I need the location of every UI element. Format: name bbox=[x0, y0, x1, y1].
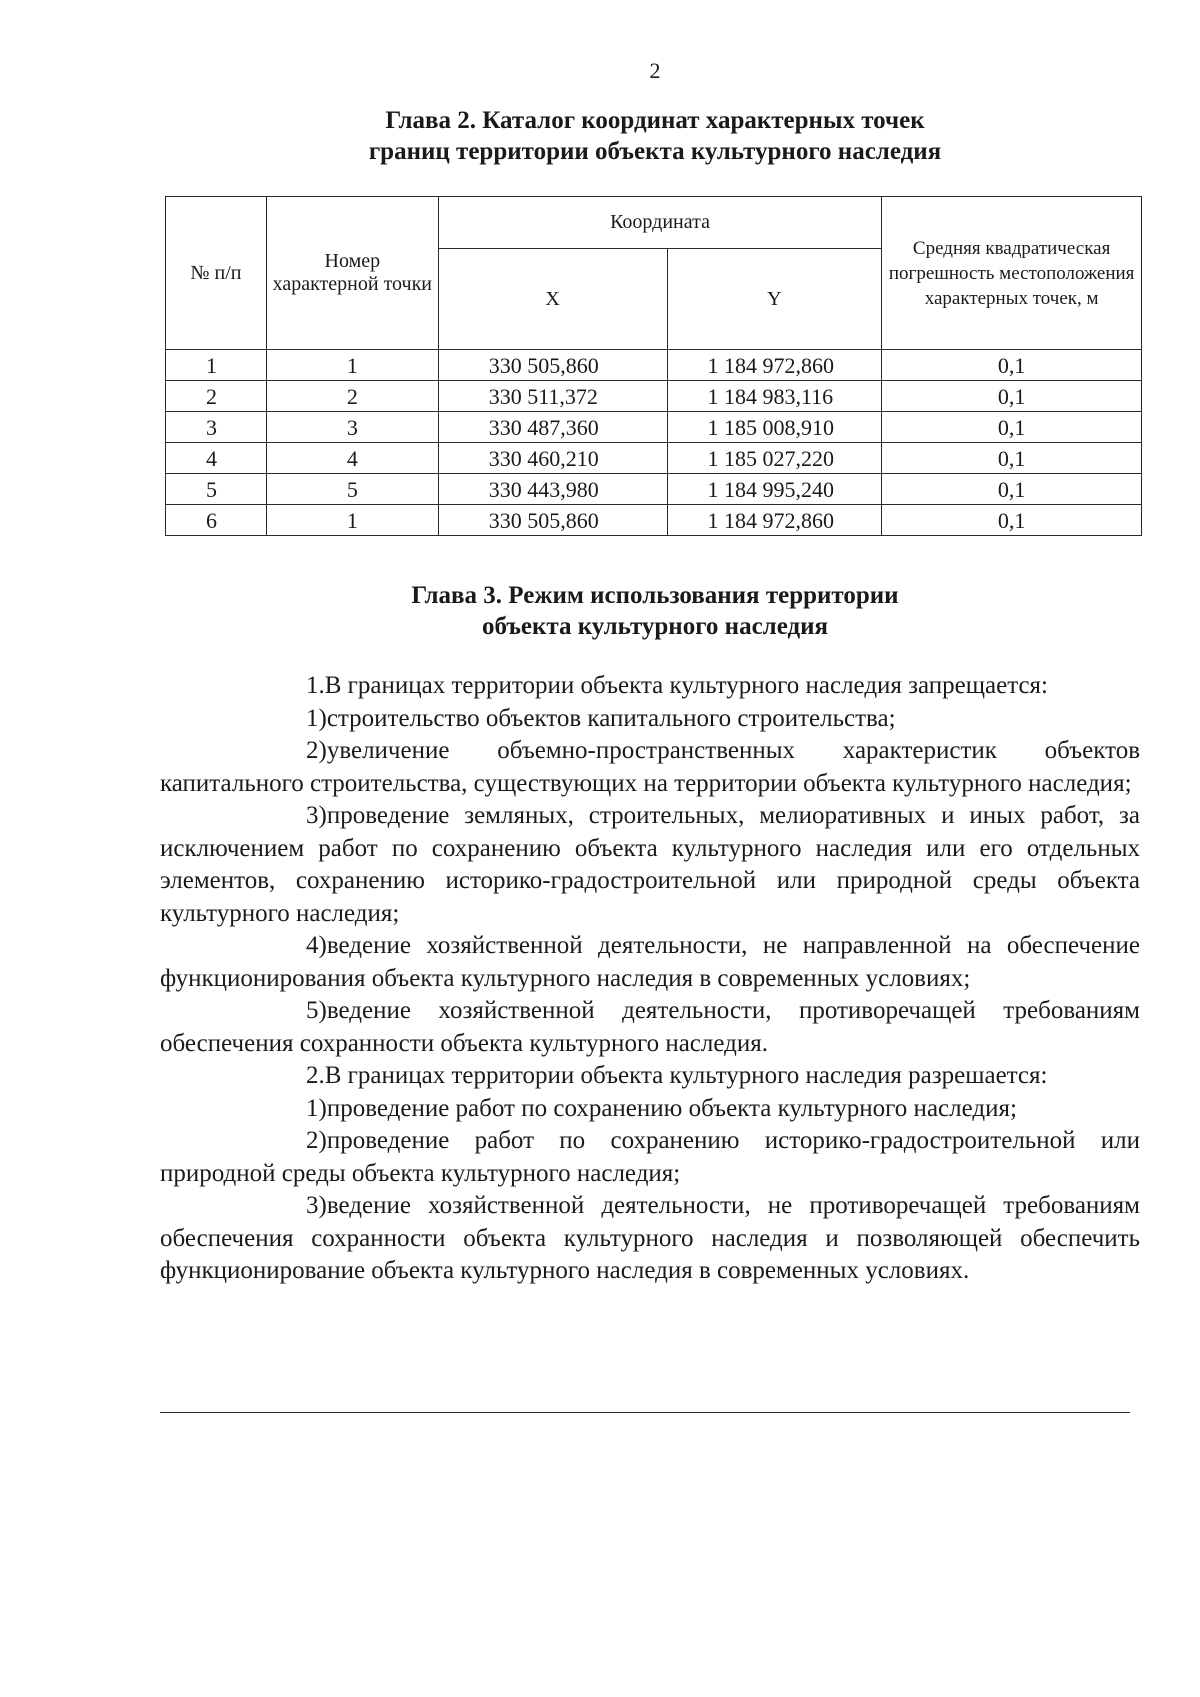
item-number: 1) bbox=[306, 704, 327, 732]
table-row bbox=[166, 412, 1142, 443]
cell-error: 0,1 bbox=[882, 474, 1142, 505]
cell-num: 2 bbox=[166, 381, 267, 412]
cell-point: 1 bbox=[266, 505, 438, 536]
item-number: 3) bbox=[306, 802, 327, 829]
cell-error: 0,1 bbox=[882, 505, 1142, 536]
item-text: проведение земляных, строительных, мелиоративных и иных работ, за исключением работ по сохранению объекта культурного наследия или его отдельных элементов, сохранению историко-градостроительной или природной среды объекта культурного наследия; bbox=[160, 802, 1140, 927]
cell-y: 1 185 027,220 bbox=[667, 443, 882, 474]
cell-num: 4 bbox=[166, 443, 267, 474]
item-text: проведение работ по сохранению историко-градостроительной или природной среды объекта культурного наследия; bbox=[160, 1127, 1140, 1187]
item-number: 2) bbox=[306, 737, 327, 764]
cell-y: 1 184 995,240 bbox=[667, 474, 882, 505]
list-item bbox=[160, 800, 1140, 930]
section-2-paragraph bbox=[160, 1060, 1140, 1093]
coordinates-table bbox=[165, 196, 1142, 536]
table-row bbox=[166, 474, 1142, 505]
table-row bbox=[166, 505, 1142, 536]
header-coordinate: Координата bbox=[438, 197, 882, 249]
cell-num: 1 bbox=[166, 350, 267, 381]
cell-x: 330 487,360 bbox=[438, 412, 667, 443]
section-text: В границах территории объекта культурного наследия запрещается: bbox=[324, 672, 1048, 699]
section-text: В границах территории объекта культурного наследия разрешается: bbox=[324, 1062, 1048, 1089]
cell-point: 1 bbox=[266, 350, 438, 381]
cell-error: 0,1 bbox=[882, 443, 1142, 474]
list-item bbox=[160, 930, 1140, 995]
item-number: 2) bbox=[306, 1127, 327, 1154]
cell-x: 330 443,980 bbox=[438, 474, 667, 505]
list-item bbox=[160, 1190, 1140, 1288]
item-text: строительство объектов капитального строительства; bbox=[326, 704, 896, 732]
cell-x: 330 511,372 bbox=[438, 381, 667, 412]
cell-y: 1 184 972,860 bbox=[667, 505, 882, 536]
list-item bbox=[160, 735, 1140, 800]
list-item bbox=[160, 1093, 1140, 1126]
list-item bbox=[160, 703, 1140, 736]
cell-y: 1 184 972,860 bbox=[667, 350, 882, 381]
chapter-3-title-line-2: объекта культурного наследия bbox=[481, 613, 829, 640]
cell-point: 3 bbox=[266, 412, 438, 443]
cell-num: 3 bbox=[166, 412, 267, 443]
chapter-3-title bbox=[0, 580, 1200, 642]
list-item bbox=[160, 995, 1140, 1060]
table-row bbox=[166, 350, 1142, 381]
cell-x: 330 505,860 bbox=[438, 505, 667, 536]
cell-point: 2 bbox=[266, 381, 438, 412]
item-text: ведение хозяйственной деятельности, не противоречащей требованиям обеспечения сохранности объекта культурного наследия и позволяющей обеспечить функционирование объекта культурного наследия в современных условиях. bbox=[160, 1192, 1140, 1284]
item-text: ведение хозяйственной деятельности, противоречащей требованиям обеспечения сохранности объекта культурного наследия. bbox=[160, 997, 1140, 1057]
item-text: проведение работ по сохранению объекта культурного наследия; bbox=[326, 1094, 1017, 1122]
table-row bbox=[166, 443, 1142, 474]
section-number: 2. bbox=[306, 1062, 325, 1089]
item-number: 3) bbox=[306, 1192, 327, 1219]
cell-x: 330 460,210 bbox=[438, 443, 667, 474]
item-number: 5) bbox=[306, 997, 327, 1024]
section-number: 1. bbox=[306, 672, 325, 699]
end-rule bbox=[160, 1412, 1130, 1413]
cell-x: 330 505,860 bbox=[438, 350, 667, 381]
page-number: 2 bbox=[649, 58, 661, 83]
item-number: 4) bbox=[306, 932, 327, 959]
section-1-paragraph bbox=[160, 670, 1140, 703]
chapter-3-title-line-1: Глава 3. Режим использования территории bbox=[411, 582, 899, 609]
chapter-2-title-line-2: границ территории объекта культурного наследия bbox=[368, 138, 942, 165]
header-y: Y bbox=[667, 249, 882, 350]
cell-error: 0,1 bbox=[882, 350, 1142, 381]
header-mean-square-error: Средняя квадратическая погрешность местоположения характерных точек, м bbox=[882, 197, 1142, 350]
header-num: № п/п bbox=[166, 197, 267, 350]
cell-y: 1 185 008,910 bbox=[667, 412, 882, 443]
header-x: X bbox=[438, 249, 667, 350]
cell-point: 4 bbox=[266, 443, 438, 474]
cell-num: 6 bbox=[166, 505, 267, 536]
regime-text bbox=[160, 670, 1140, 1288]
item-number: 1) bbox=[306, 1094, 327, 1122]
cell-num: 5 bbox=[166, 474, 267, 505]
chapter-2-title bbox=[0, 105, 1200, 167]
item-text: увеличение объемно-пространственных характеристик объектов капитального строительства, существующих на территории объекта культурного наследия; bbox=[160, 737, 1140, 797]
cell-y: 1 184 983,116 bbox=[667, 381, 882, 412]
cell-error: 0,1 bbox=[882, 381, 1142, 412]
header-point-number: Номер характерной точки bbox=[266, 197, 438, 350]
item-text: ведение хозяйственной деятельности, не направленной на обеспечение функционирования объекта культурного наследия в современных условиях; bbox=[160, 932, 1140, 992]
table-row bbox=[166, 381, 1142, 412]
cell-error: 0,1 bbox=[882, 412, 1142, 443]
cell-point: 5 bbox=[266, 474, 438, 505]
list-item bbox=[160, 1125, 1140, 1190]
chapter-2-title-line-1: Глава 2. Каталог координат характерных точек bbox=[385, 107, 925, 134]
